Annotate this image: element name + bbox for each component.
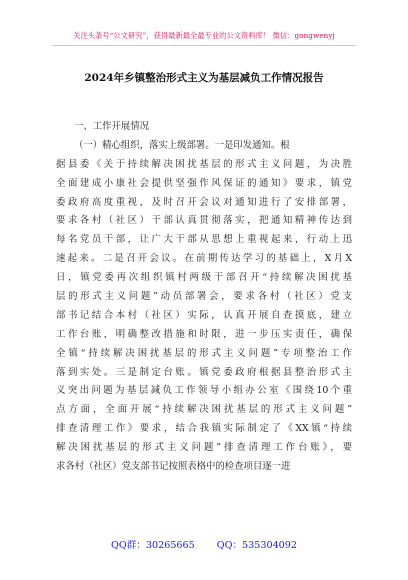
header-divider [52,45,356,46]
paragraph-line: 委政府高度重视，及时召开会议对通知进行了安排部署， [56,196,352,208]
qq-group-number: QQ群：30265665 [110,540,195,551]
qq-number: QQ：535304092 [216,540,297,551]
paragraph-line: 据县委《关于持续解决困扰基层的形式主义问题，为决胜 [56,158,352,170]
paragraph-line: 求各村（社区）党支部书记按照表格中的检查项目逐一进 [56,461,291,473]
section-heading: 一、工作开展情况 [74,121,150,132]
paragraph-line: 全镇“持续解决困扰基层的形式主义问题”专项整治工作 [56,347,352,359]
paragraph-line: 排查清理工作》要求，结合我镇实际制定了《XX镇“持续 [56,423,352,435]
footer-contact [0,537,408,551]
paragraph-line: 部书记结合本村（社区）实际，认真开展自查摸底，建立 [56,309,352,321]
paragraph-line: 全面建成小康社会提供坚强作风保证的通知》要求，镇党 [56,177,352,189]
paragraph-line: 工作台账，明确整改措施和时限，进一步压实责任，确保 [56,328,352,340]
paragraph-line: 每名党员干部，让广大干部从思想上重视起来，行动上迅 [56,234,352,246]
paragraph-line: 层的形式主义问题”动员部署会，要求各村（社区）党支 [56,291,352,303]
paragraph-line: 义突出问题为基层减负工作领导小组办公室《围绕10个重 [56,385,352,397]
paragraph-line: 日，镇党委再次组织镇村两级干部召开“持续解决困扰基 [56,272,352,284]
paragraph-line: 落到实处。三是制定台账。镇党委政府根据县整治形式主 [56,366,352,378]
document-title: 2024年乡镇整治形式主义为基层减负工作情况报告 [84,72,324,84]
paragraph-line: 解决困扰基层的形式主义问题”排查清理工作台账》，要 [56,442,352,454]
paragraph-line: 要求各村（社区）干部认真贯彻落实，把通知精神传达到 [56,215,352,227]
paragraph-line: 点方面，全面开展“持续解决困扰基层的形式主义问题” [56,404,352,416]
document-body [56,118,352,477]
paragraph-line: 速起来。二是召开会议。在前期传达学习的基础上，X月X [56,253,352,265]
header-note: 关注头条号“公文研究”，获得最新最全最专业的公文资料库！ 微信：gongwenyj [73,31,335,40]
paragraph-line: （一）精心组织，落实上级部署。一是印发通知。根 [74,139,290,151]
